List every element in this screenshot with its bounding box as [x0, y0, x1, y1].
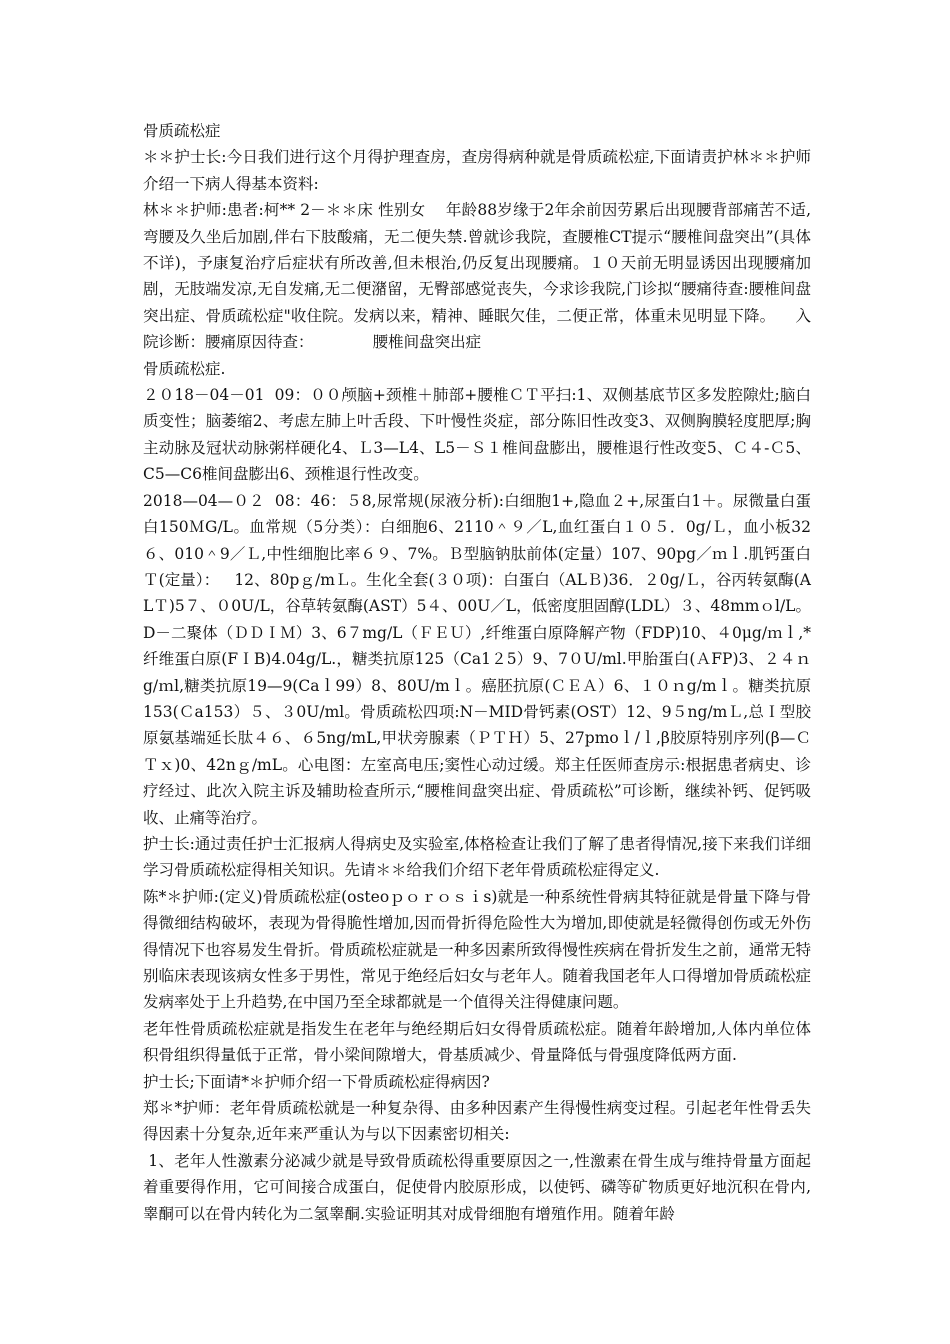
paragraph-patient-history: 林＊＊护师:患者:柯** 2－＊＊床 性别女 年龄88岁缘于2年余前因劳累后出现腰背部痛苦不适,弯腰及久坐后加剧,伴右下肢酸痛，无二便失禁.曾就诊我院，查腰椎CT提示“腰椎间盘突出”(具体不详)，予康复治疗后症状有所改善,但未根治,仍反复出现腰痛。１０天前无明显诱因出现腰痛加剧，无肢端发凉,无自发痛,无二便潴留，无臀部感觉丧失，今求诊我院,门诊拟“腰痛待查:腰椎间盘突出症、骨质疏松症"收住院。发病以来，精神、睡眠欠佳，二便正常，体重未见明显下降。 入院诊断：腰痛原因待查： 腰椎间盘突出症 骨质疏松症.	[143, 201, 811, 378]
paragraph-etiology-overview: 郑＊*护师：老年骨质疏松就是一种复杂得、由多种因素产生得慢性病变过程。引起老年性骨丢失得因素十分复杂,近年来严重认为与以下因素密切相关:	[143, 1099, 811, 1144]
document-title: 骨质疏松症	[143, 122, 221, 140]
paragraph-ct-findings: ２０18－04－01 09：００颅脑+颈椎＋肺部+腰椎ＣＴ平扫:1、双侧基底节区多发腔隙灶;脑白质变性；脑萎缩2、考虑左肺上叶舌段、下叶慢性炎症，部分陈旧性改变3、双侧胸膜轻度肥厚;胸主动脉及冠状动脉粥样硬化4、Ｌ3—L4、L5－Ｓ１椎间盘膨出，腰椎退行性改变5、Ｃ４-Ｃ5、C5—C6椎间盘膨出6、颈椎退行性改变。	[143, 386, 811, 484]
paragraph-lab-results: 2018—04—０２ 08：46：５8,尿常规(尿液分析):白细胞1+,隐血２+,尿蛋白1＋。尿微量白蛋白150ＭG/L。血常规（5分类）：白细胞6、2110＾９／L,血红蛋白１０５．0g/Ｌ，血小板32 ６、010＾9／Ｌ,中性细胞比率６９、7%。Ｂ型脑钠肽前体(定量）107、90pg／ｍｌ.肌钙蛋白Ｔ(定量）： 12、80pｇ/mＬ。生化全套(３０项)：白蛋白（ALＢ)36．２0g/Ｌ，谷丙转氨酶(ALＴ)5７、０0U/L，谷草转氨酶(AST）5４、00U／L，低密度胆固醇(LDL）３、48mmｏl/L。D－二聚体（ＤＤＩＭ）3、6７mg/L（ＦＥＵ）,纤维蛋白原降解产物（FDP)10、４0μg/ｍｌ,*纤维蛋白原(FＩB)4.04g/L.，糖类抗原125（Ca1２5）9、7０U/ml.甲胎蛋白(ＡFP)3、２４ｎg/ｍl,糖类抗原19—9(Caｌ99）8、80U/mｌ。癌胚抗原(ＣＥＡ）6、１０ｎg/mｌ。糖类抗原153(Ｃa153）５、３0U/ml。骨质疏松四项:N－MID骨钙素(OST）12、9５ng/mＬ,总Ｉ型胶原氨基端延长肽４６、６5ng/mL,甲状旁腺素（ＰＴＨ）5、27pmoｌ/ｌ,β胶原特别序列(β—ＣＴｘ)0、42nｇ/mL。心电图：左室高电压;窦性心动过缓。郑主任医师查房示:根据患者病史、诊疗经过、此次入院主诉及辅助检查所示,“腰椎间盘突出症、骨质疏松”可诊断，继续补钙、促钙吸收、止痛等治疗。	[143, 491, 816, 827]
document-page	[143, 118, 816, 1227]
paragraph-definition: 陈*＊护师:(定义)骨质疏松症(osteoｐｏｒｏｓｉs)就是一种系统性骨病其特征就是骨量下降与骨得微细结构破坏，表现为骨得脆性增加,因而骨折得危险性大为增加,即使就是轻微得创伤或无外伤得情况下也容易发生骨折。骨质疏松症就是一种多因素所致得慢性疾病在骨折发生之前，通常无特别临床表现该病女性多于男性，常见于绝经后妇女与老年人。随着我国老年人口得增加骨质疏松症发病率处于上升趋势,在中国乃至全球都就是一个值得关注得健康问题。	[143, 887, 811, 1012]
paragraph-head-nurse-intro: ＊＊护士长:今日我们进行这个月得护理查房，查房得病种就是骨质疏松症,下面请责护林＊＊护师介绍一下病人得基本资料:	[143, 148, 811, 193]
paragraph-senile-osteoporosis: 老年性骨质疏松症就是指发生在老年与绝经期后妇女得骨质疏松症。随着年龄增加,人体内单位体积骨组织得量低于正常，骨小梁间隙增大，骨基质减少、骨量降低与骨强度降低两方面.	[143, 1019, 811, 1065]
paragraph-head-nurse-transition: 护士长:通过责任护士汇报病人得病史及实验室,体格检查让我们了解了患者得情况,接下来我们详细学习骨质疏松症得相关知识。先请＊＊给我们介绍下老年骨质疏松症得定义.	[143, 834, 811, 880]
paragraph-cause-hormones: 1、老年人性激素分泌减少就是导致骨质疏松得重要原因之一,性激素在骨生成与维持骨量方面起着重要得作用，它可间接合成蛋白，促使骨内胶原形成，以使钙、磷等矿物质更好地沉积在骨内,睾酮可以在骨内转化为二氢睾酮.实验证明其对成骨细胞有增殖作用。随着年龄	[143, 1151, 811, 1223]
paragraph-etiology-question: 护士长;下面请*＊护师介绍一下骨质疏松症得病因?	[143, 1072, 490, 1091]
